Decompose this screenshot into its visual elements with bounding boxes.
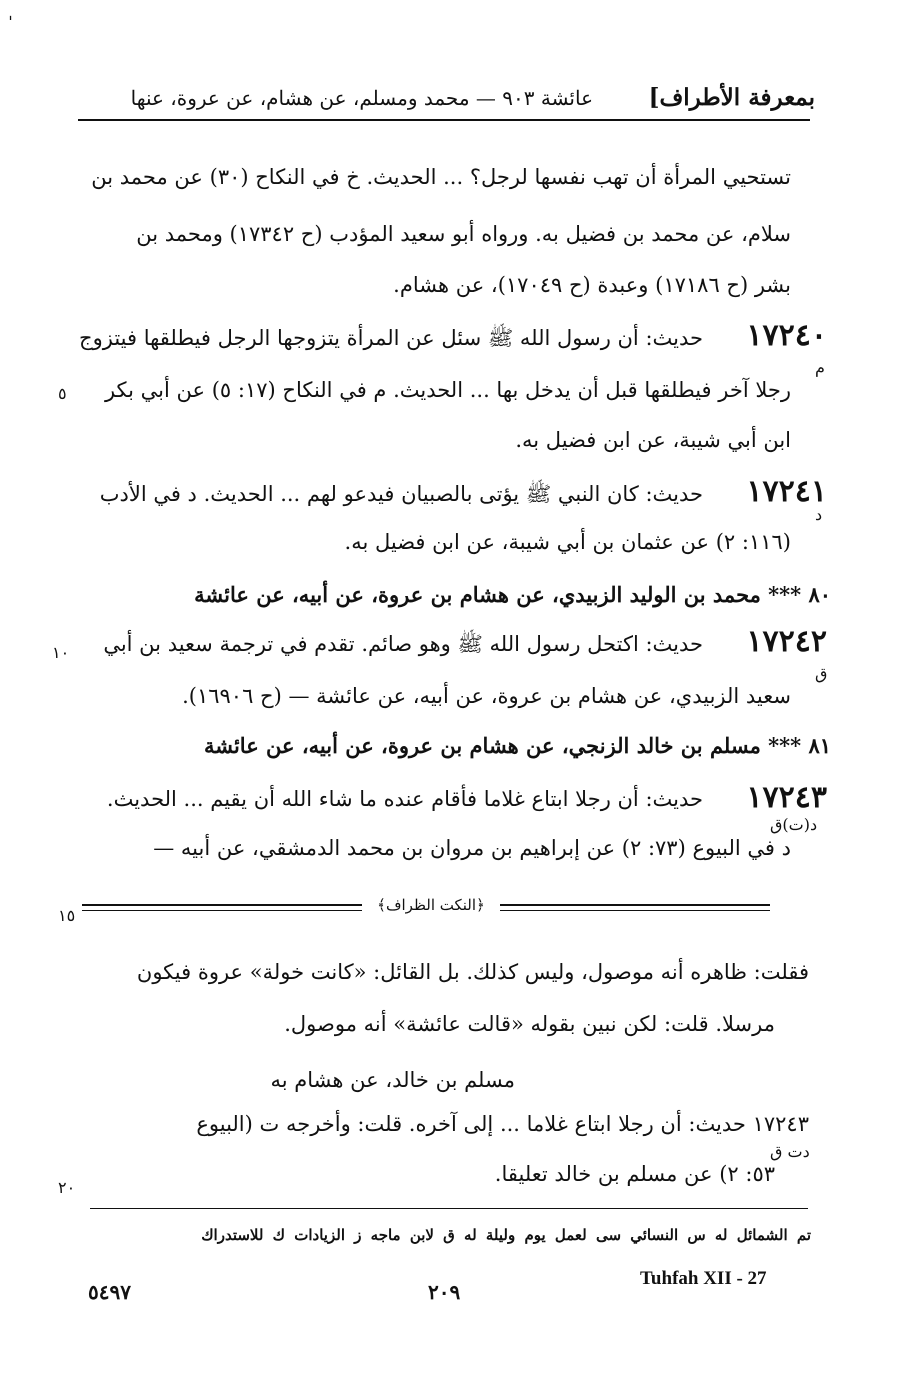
hadith-text: ابن أبي شيبة، عن ابن فضيل به. — [515, 428, 791, 452]
section-heading: ٨٠ *** محمد بن الوليد الزبيدي، عن هشام بن عروة، عن أبيه، عن عائشة — [194, 582, 831, 607]
note-text: فقلت: ظاهره أنه موصول، وليس كذلك. بل القائل: «كانت خولة» عروة فيكون — [136, 960, 809, 984]
margin-siglum: ق — [815, 664, 828, 683]
footer-rule — [90, 1208, 808, 1209]
line-number: ١٠ — [52, 643, 70, 662]
hadith-number: ١٧٢٤٣ — [746, 780, 827, 815]
margin-siglum: م — [815, 358, 825, 377]
hadith-text: حديث: كان النبي ﷺ يؤتى بالصبيان فيدعو لهم ... الحديث. د في الأدب — [99, 482, 703, 506]
note-text: ٥٣: ٢) عن مسلم بن خالد تعليقا. — [494, 1162, 775, 1186]
divider-title-close: ﴾ — [377, 896, 386, 914]
hadith-number: ١٧٢٤١ — [746, 474, 827, 509]
divider-left-line — [82, 910, 362, 911]
abbreviations-legend: تم الشمائل له س النسائي سى لعمل يوم وليلة له ق لابن ماجه ز الزيادات ك للاستدراك — [201, 1226, 811, 1244]
text-line: بشر (ح ١٧١٨٦) وعبدة (ح ١٧٠٤٩)، عن هشام. — [393, 273, 791, 297]
header-rule — [78, 119, 810, 121]
footer-left-number: ٥٤٩٧ — [88, 1280, 131, 1304]
hadith-number: ١٧٢٤٢ — [746, 624, 827, 659]
line-number: ٥ — [58, 384, 67, 403]
divider-right-line — [500, 910, 770, 911]
hadith-text: رجلا آخر فيطلقها قبل أن يدخل بها ... الحديث. م في النكاح (١٧: ٥) عن أبي بكر — [104, 378, 791, 402]
line-number: ١٥ — [58, 906, 76, 925]
hadith-text: سعيد الزبيدي، عن هشام بن عروة، عن أبيه، عن عائشة — (ح ١٦٩٠٦). — [182, 684, 791, 708]
stray-mark: ˌ — [8, 2, 13, 23]
hadith-text: حديث: اكتحل رسول الله ﷺ وهو صائم. تقدم في ترجمة سعيد بن أبي — [103, 632, 703, 656]
hadith-text: حديث: أن رجلا ابتاع غلاما فأقام عنده ما شاء الله أن يقيم ... الحديث. — [106, 787, 703, 811]
margin-siglum: د(ت)ق — [770, 815, 818, 834]
page-number: ٢٠٩ — [428, 1280, 461, 1304]
header-right-title: بمعرفة الأطراف] — [648, 84, 815, 111]
hadith-text: حديث: أن رسول الله ﷺ سئل عن المرأة يتزوجها الرجل فيطلقها فيتزوج — [79, 326, 703, 350]
divider-title-text: النكت الظراف — [385, 896, 477, 914]
hadith-number: ١٧٢٤٠ — [746, 318, 827, 353]
divider-title — [362, 896, 500, 914]
note-text: ١٧٢٤٣ حديث: أن رجلا ابتاع غلاما ... إلى آخره. قلت: وأخرجه ت (البيوع — [196, 1112, 809, 1136]
note-text: مرسلا. قلت: لكن نبين بقوله «قالت عائشة» أنه موصول. — [284, 1012, 775, 1036]
divider-right-line — [500, 904, 770, 906]
hadith-text: د في البيوع (٧٣: ٢) عن إبراهيم بن مروان بن محمد الدمشقي، عن أبيه — — [153, 836, 791, 860]
text-line: سلام، عن محمد بن فضيل به. ورواه أبو سعيد المؤدب (ح ١٧٣٤٢) ومحمد بن — [136, 222, 791, 246]
header-middle-title: عائشة ٩٠٣ — محمد ومسلم، عن هشام، عن عروة، عنها — [130, 86, 593, 110]
text-line: تستحيي المرأة أن تهب نفسها لرجل؟ ... الحديث. خ في النكاح (٣٠) عن محمد بن — [91, 165, 791, 189]
volume-label: Tuhfah XII - 27 — [640, 1268, 767, 1289]
section-heading: ٨١ *** مسلم بن خالد الزنجي، عن هشام بن عروة، عن أبيه، عن عائشة — [203, 733, 831, 758]
hadith-text: (١١٦: ٢) عن عثمان بن أبي شيبة، عن ابن فضيل به. — [344, 530, 791, 554]
line-number: ٢٠ — [58, 1178, 76, 1197]
divider-title-open: ﴿ — [476, 896, 485, 914]
divider-left-line — [82, 904, 362, 906]
margin-siglum: دت ق — [770, 1142, 810, 1161]
note-subheading: مسلم بن خالد، عن هشام به — [270, 1068, 515, 1092]
margin-siglum: د — [815, 505, 823, 524]
